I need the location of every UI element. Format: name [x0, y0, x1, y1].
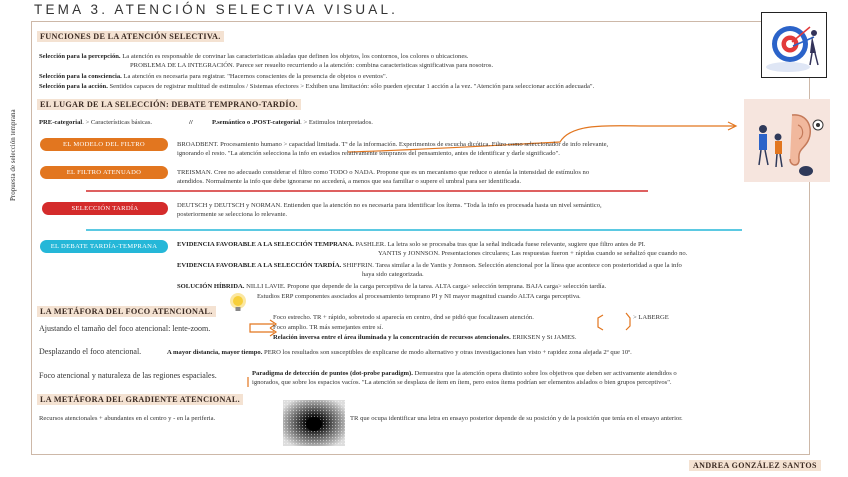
seleccion-tardia-line1: DEUTSCH y DEUTSCH y NORMAN. Entienden que la atención no es necesaria para identificar los ítems. "Toda la info es procesada hasta un nivel semántico, [177, 202, 602, 209]
integracion-line: PROBLEMA DE LA INTEGRACIÓN. Parece ser resuelto recurriendo a la atención: combina caracteristicas significativas para nosotros. [130, 62, 494, 69]
conciencia-line: Selección para la consciencia. La atención es necesaria para registrar. "Hacernos conscientes de la presencia de objetos o eventos". [39, 73, 388, 80]
modelo-filtro-line2: ignorando el resto. "La atención selecciona la info en estadios relativamente tempranos del pensamiento, antes de identificar y darle significado". [177, 150, 560, 157]
gradient-tunnel-image [283, 400, 345, 446]
foco-amplio-line: Foco amplio. TR más semejantes entre sí. [273, 324, 384, 331]
desplazando-label: Desplazando el foco atencional. [39, 347, 142, 356]
pill-debate: EL DEBATE TARDÍA-TEMPRANA [40, 240, 168, 253]
hibrida-line: SOLUCIÓN HÍBRIDA. NILLI LAVIE. Propone que depende de la carga perceptiva de la tarea. ALTA carga> selección temprana. BAJA carga> selección tardía. [177, 283, 607, 290]
relacion-line: Relación inversa entre el área iluminada y la concentración de recursos atencionales. ERIKSEN y St JAMES. [273, 334, 577, 341]
accion-line: Selección para la acción. Sentidos capaces de registrar multitud de estimulos / Sistemas efectores > Exhiben una limitación: sólo pueden ejecutar 1 acción a la vez. "Atención para seleccionar acción adecuada". [39, 83, 595, 90]
ajustando-label: Ajustando el tamaño del foco atencional: lente-zoom. [39, 324, 211, 333]
seleccion-tardia-line2: posteriormente se selecciona lo relevante. [177, 211, 288, 218]
pill-seleccion-tardia: SELECCIÓN TARDÍA [42, 202, 168, 215]
heading-gradiente: LA METÁFORA DEL GRADIENTE ATENCIONAL. [37, 394, 243, 405]
filtro-atenuado-line1: TREISMAN. Cree no adecuado considerar el filtro como TODO o NADA. Propone que es un mecanismo que reduce o atenúa la intensidad de estímulos no [177, 169, 590, 176]
modelo-filtro-line1: BROADBENT. Procesamiento humano > capacidad limitada. Tª de la información. Experimentos de escucha dicótica. Filtro como seleccionador de info relevante, [177, 141, 609, 148]
pre-categorial-line: PRE-categorial. > Características básicas. [39, 119, 153, 126]
heading-lugar: EL LUGAR DE LA SELECCIÓN: DEBATE TEMPRANO-TARDÍO. [37, 99, 301, 110]
separator: // [189, 119, 193, 126]
tardia-line: EVIDENCIA FAVORABLE A LA SELECCIÓN TARDÍA. SHIFFRIN. Tarea similar a la de Yantis y Jonnson. Selección atencional por la línea que acontece con posterioridad a que la info [177, 262, 682, 269]
naturaleza-label: Foco atencional y naturaleza de las regiones espaciales. [39, 371, 217, 380]
pill-filtro-atenuado: EL FILTRO ATENUADO [40, 166, 168, 179]
filtro-atenuado-line2: atendidos. Normalmente la info que debe ignorarse no accederá, a menos que sea familiar o supere el umbral para ser identificada. [177, 178, 522, 185]
tr-gradiente-line: TR que ocupa identificar una letra en ensayo posterior depende de su posición y de la posición que tenía en el ensayo anterior. [350, 415, 683, 422]
recursos-line: Recursos atencionales + abundantes en el centro y - en la periferia. [39, 415, 216, 422]
temprana-line: EVIDENCIA FAVORABLE A LA SELECCIÓN TEMPRANA. PASHLER. La letra solo se procesaba tras que la señal indicada fuese relevante, sugiere que filtro antes de PI. [177, 241, 646, 248]
erp-line: Estudios ERP componentes asociados al procesamiento temprano PI y NI mayor magnitud cuando ALTA carga perceptiva. [257, 293, 581, 300]
heading-funciones: FUNCIONES DE LA ATENCIÓN SELECTIVA. [37, 31, 224, 42]
percepcion-line: Selección para la percepción. La atención es responsable de convinar las caracteristicas aisladas que definen los objetos, los contornos, los colores o ubicaciones. [39, 53, 469, 60]
post-categorial-line: P.semántico o .POST-categorial. > Estimulos interpretados. [212, 119, 373, 126]
heading-foco: LA METÁFORA DEL FOCO ATENCIONAL. [37, 306, 216, 317]
side-label: Propuesta de selección temprana [9, 109, 17, 201]
lightbulb-icon [228, 292, 248, 321]
pill-modelo-filtro: EL MODELO DEL FILTRO [40, 138, 168, 151]
page-title: TEMA 3. ATENCIÓN SELECTIVA VISUAL. [34, 2, 399, 17]
tardia-line2: haya sido categorizada. [362, 271, 424, 278]
paradigma-line2: ignorados, que sobre los espacios vacíos. "La atención se desplaza de ítem en ítem, pero estos ítems podrían ser elementos aislados o bien grupos perceptivos". [252, 379, 672, 386]
desplazando-line: A mayor distancia, mayor tiempo. PERO los resultados son susceptibles de explicarse de modo alternativo y otras investigaciones han visto + rapidez zona alejada 2º que 10º. [167, 349, 632, 356]
yantis-line: YANTIS y JONNSON. Presentaciones circulares; Las respuestas fueron + rápidas cuando se señalizó que cuando no. [378, 250, 688, 257]
author-badge: ANDREA GONZÁLEZ SANTOS [689, 460, 821, 471]
foco-estrecho-line: Foco estrecho. TR + rápido, sobretodo si aparecía en centro, dnd se pidió que focalizasen atención. [273, 314, 534, 321]
paradigma-line1: Paradigma de detección de puntos (dot-probe paradigm). Demuestra que la atención opera distinto sobre los objetivos que deben ser activamente atendidos o [252, 370, 677, 377]
laberge-label: > LABERGE [633, 314, 669, 321]
